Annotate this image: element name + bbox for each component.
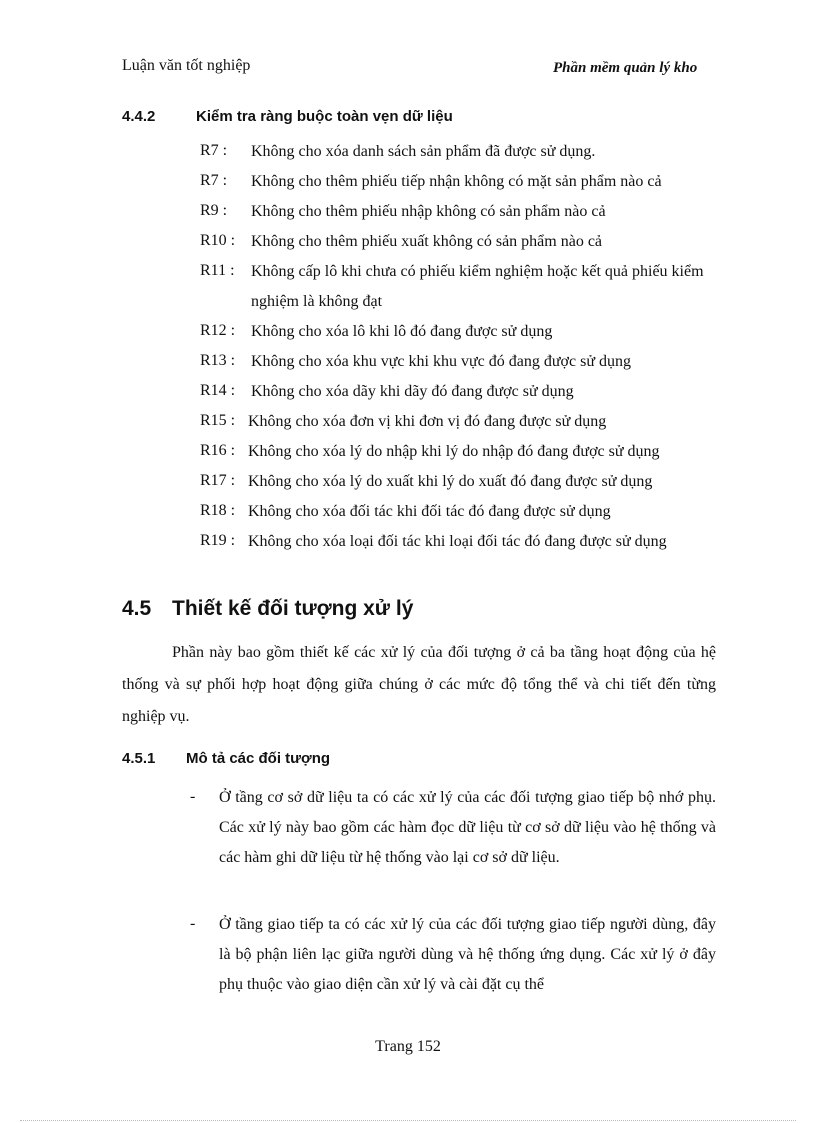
rule-text: Không cho xóa dãy khi dãy đó đang được sử dụng bbox=[251, 383, 574, 400]
page-number: Trang 152 bbox=[375, 1038, 441, 1055]
section-451-title: Mô tả các đối tượng bbox=[186, 750, 331, 767]
rule-text: Không cho xóa lý do xuất khi lý do xuất đó đang được sử dụng bbox=[248, 473, 653, 490]
section-442-number: 4.4.2 bbox=[122, 108, 156, 125]
rule-text: Không cho xóa khu vực khi khu vực đó đang được sử dụng bbox=[251, 353, 631, 370]
rule-code: R15 : bbox=[200, 412, 236, 429]
rule-text: Không cho xóa lô khi lô đó đang được sử dụng bbox=[251, 323, 553, 340]
rule-text: Không cấp lô khi chưa có phiếu kiểm nghiệm hoặc kết quả phiếu kiểm nghiệm là không đạt bbox=[251, 263, 704, 310]
bullet-dash: - bbox=[190, 915, 196, 932]
rule-text: Không cho thêm phiếu xuất không có sản phẩm nào cả bbox=[251, 233, 603, 250]
rule-code: R18 : bbox=[200, 502, 236, 519]
section-45-title: Thiết kế đối tượng xử lý bbox=[172, 597, 414, 620]
rule-code: R13 : bbox=[200, 352, 236, 369]
rule-text: Không cho thêm phiếu nhập không có sản phẩm nào cả bbox=[251, 203, 606, 220]
rule-text: Không cho thêm phiếu tiếp nhận không có mặt sản phẩm nào cả bbox=[251, 173, 662, 190]
section-451-number: 4.5.1 bbox=[122, 750, 156, 767]
rule-text: Không cho xóa danh sách sản phẩm đã được sử dụng. bbox=[251, 143, 596, 160]
rule-code: R11 : bbox=[200, 262, 235, 279]
rule-code: R10 : bbox=[200, 232, 236, 249]
rule-code: R7 : bbox=[200, 142, 228, 159]
section-442-title: Kiểm tra ràng buộc toàn vẹn dữ liệu bbox=[196, 108, 453, 125]
rule-code: R19 : bbox=[200, 532, 236, 549]
bullet-text: Ở tầng giao tiếp ta có các xử lý của các đối tượng giao tiếp người dùng, đây là bộ phận liên lạc giữa người dùng và hệ thống ứng dụng. Các xử lý ở đây phụ thuộc vào giao diện cần xử lý và cài đặt cụ thể bbox=[219, 916, 716, 993]
rule-code: R12 : bbox=[200, 322, 236, 339]
page-bottom-divider bbox=[20, 1120, 796, 1121]
rule-code: R9 : bbox=[200, 202, 228, 219]
rule-text: Không cho xóa loại đối tác khi loại đối tác đó đang được sử dụng bbox=[248, 533, 667, 550]
header-left-title: Luận văn tốt nghiệp bbox=[122, 57, 251, 74]
rule-code: R17 : bbox=[200, 472, 236, 489]
rule-code: R7 : bbox=[200, 172, 228, 189]
rule-code: R16 : bbox=[200, 442, 236, 459]
bullet-dash: - bbox=[190, 788, 196, 805]
bullet-text: Ở tầng cơ sở dữ liệu ta có các xử lý của các đối tượng giao tiếp bộ nhớ phụ. Các xử lý này bao gồm các hàm đọc dữ liệu từ cơ sở dữ liệu vào hệ thống và các hàm ghi dữ liệu từ hệ thống vào lại cơ sở dữ liệu. bbox=[219, 789, 716, 866]
rule-text: Không cho xóa lý do nhập khi lý do nhập đó đang được sử dụng bbox=[248, 443, 660, 460]
section-45-paragraph: Phần này bao gồm thiết kế các xử lý của đối tượng ở cả ba tầng hoạt động của hệ thống và sự phối hợp hoạt động giữa chúng ở các mức độ tổng thể và chi tiết đến từng nghiệp vụ. bbox=[122, 644, 716, 725]
rule-text: Không cho xóa đối tác khi đối tác đó đang được sử dụng bbox=[248, 503, 611, 520]
rule-code: R14 : bbox=[200, 382, 236, 399]
section-45-number: 4.5 bbox=[122, 597, 152, 620]
header-right-title: Phần mềm quản lý kho bbox=[553, 60, 698, 76]
rule-text: Không cho xóa đơn vị khi đơn vị đó đang được sử dụng bbox=[248, 413, 607, 430]
